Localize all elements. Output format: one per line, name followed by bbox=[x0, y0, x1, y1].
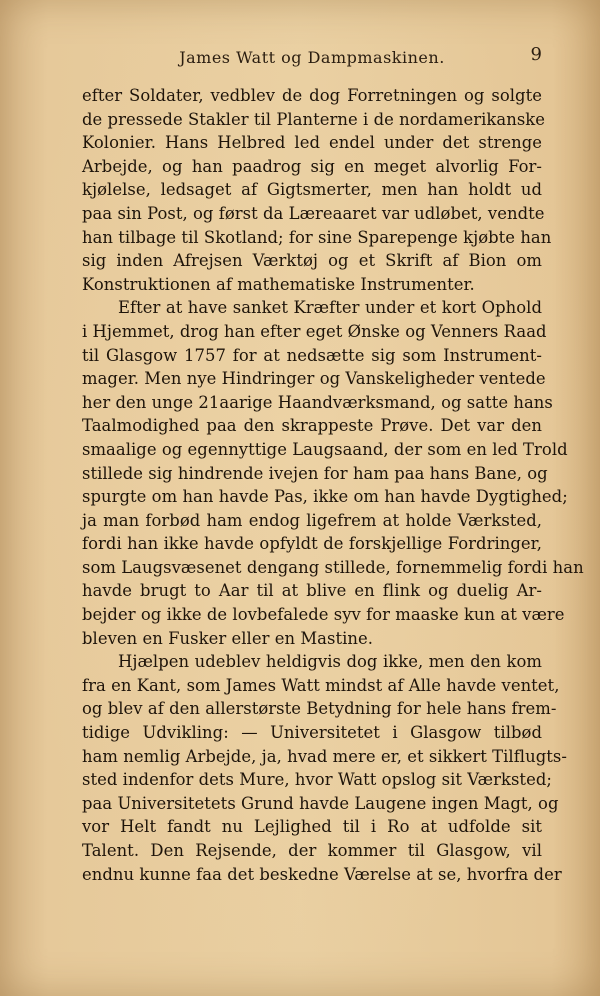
text-line: stillede sig hindrende ivejen for ham paa hans Bane, og bbox=[82, 463, 548, 483]
text-line: bejder og ikke de lovbefalede syv for maaske kun at være bbox=[82, 605, 565, 625]
text-line: smaalige og egennyttige Laugsaand, der som en led Trold bbox=[82, 439, 568, 459]
text-line: fordi han ikke havde opfyldt de forskjellige Fordringer, bbox=[82, 534, 542, 554]
text-line: Arbejde, og han paadrog sig en meget alvorlig For- bbox=[82, 156, 542, 176]
text-line: paa sin Post, og først da Læreaaret var udløbet, vendte bbox=[82, 203, 545, 223]
text-line: tidige Udvikling: — Universitetet i Glasgow tilbød bbox=[82, 723, 542, 743]
text-line: bleven en Fusker eller en Mastine. bbox=[82, 628, 374, 648]
text-line: fra en Kant, som James Watt mindst af Alle havde ventet, bbox=[82, 675, 560, 695]
text-line: Efter at have sanket Kræfter under et kort Ophold bbox=[118, 298, 542, 318]
text-line: i Hjemmet, drog han efter eget Ønske og Venners Raad bbox=[82, 321, 547, 341]
text-line: paa Universitetets Grund havde Laugene ingen Magt, og bbox=[82, 793, 559, 813]
text-line: og blev af den allerstørste Betydning for hele hans frem- bbox=[82, 699, 557, 719]
text-line: havde brugt to Aar til at blive en flink og duelig Ar- bbox=[82, 581, 542, 601]
text-line: som Laugsvæsenet dengang stillede, fornemmelig fordi han bbox=[82, 557, 584, 577]
text-line: Hjælpen udeblev heldigvis dog ikke, men den kom bbox=[118, 652, 542, 672]
text-line: Kolonier. Hans Helbred led endel under det strenge bbox=[82, 133, 542, 153]
text-line: de pressede Stakler til Planterne i de nordamerikanske bbox=[82, 109, 546, 129]
running-title: James Watt og Dampmaskinen. bbox=[179, 48, 445, 67]
text-line: ham nemlig Arbejde, ja, hvad mere er, et sikkert Tilflugts- bbox=[82, 746, 567, 766]
text-line: efter Soldater, vedblev de dog Forretningen og solgte bbox=[82, 86, 542, 105]
text-line: Konstruktionen af mathematiske Instrumenter. bbox=[82, 274, 475, 294]
text-line: mager. Men nye Hindringer og Vanskeligheder ventede bbox=[82, 369, 546, 389]
paragraph bbox=[82, 296, 584, 650]
text-line: Taalmodighed paa den skrappeste Prøve. Det var den bbox=[82, 416, 542, 436]
text-line: endnu kunne faa det beskedne Værelse at se, hvorfra der bbox=[82, 864, 562, 884]
page-header bbox=[82, 42, 542, 72]
text-line: sig inden Afrejsen Værktøj og et Skrift af Bion om bbox=[82, 251, 542, 271]
text-line: kjølelse, ledsaget af Gigtsmerter, men han holdt ud bbox=[82, 180, 542, 200]
paragraph bbox=[82, 84, 552, 296]
text-line: ja man forbød ham endog ligefrem at holde Værksted, bbox=[82, 510, 542, 530]
text-line: til Glasgow 1757 for at nedsætte sig som Instrument- bbox=[82, 345, 542, 365]
text-line: sted indenfor dets Mure, hvor Watt opslog sit Værksted; bbox=[82, 770, 552, 790]
page-number: 9 bbox=[530, 44, 542, 65]
text-line: spurgte om han havde Pas, ikke om han havde Dygtighed; bbox=[82, 487, 568, 507]
text-line: han tilbage til Skotland; for sine Sparepenge kjøbte han bbox=[82, 227, 552, 247]
text-line: her den unge 21aarige Haandværksmand, og satte hans bbox=[82, 392, 553, 412]
body-text bbox=[82, 84, 584, 886]
text-line: Talent. Den Rejsende, der kommer til Glasgow, vil bbox=[82, 841, 542, 860]
paragraph bbox=[82, 650, 567, 886]
text-line: vor Helt fandt nu Lejlighed til i Ro at udfolde sit bbox=[82, 817, 542, 837]
